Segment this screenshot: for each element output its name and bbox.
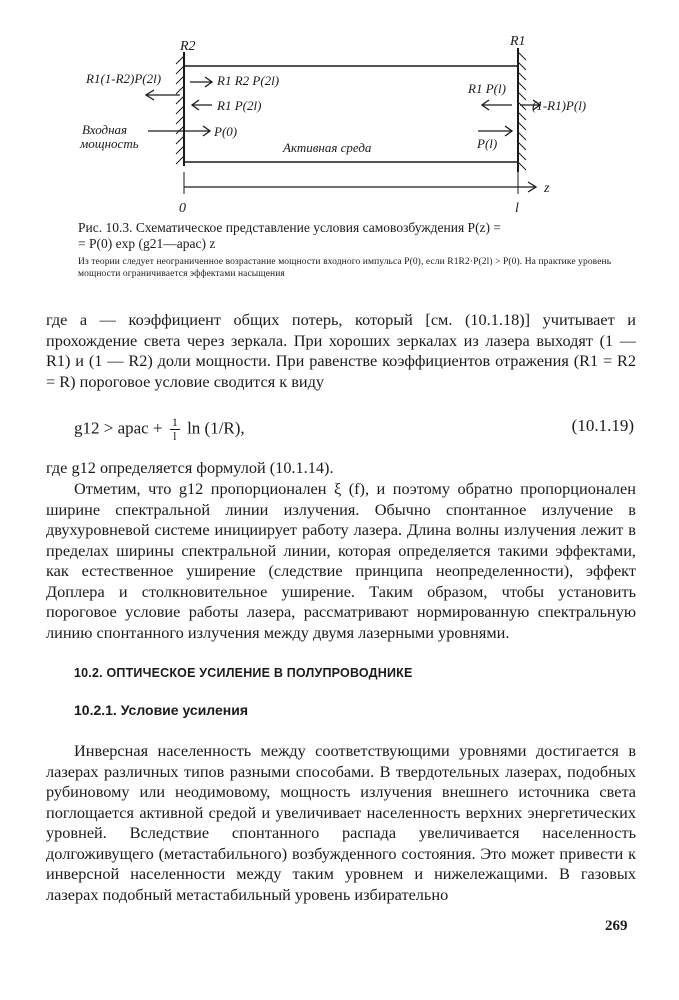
page-number: 269 xyxy=(605,918,628,934)
label-r1: R1 xyxy=(510,34,526,49)
formula-fraction-denominator: l xyxy=(173,429,177,443)
label-r1r2p2l: R1 R2 P(2l) xyxy=(217,73,280,88)
paragraph-inverse-population: Инверсная населенность между соответствующими уровнями достигается в лазерах различных типов разными способами. В твердотельных лазерах, подобных рубиновому или неодимовому, мощность излучения внешнего источника света поглощается активной средой и увеличивает населенность верхних энергетических уровней. Вследствие спонтанного распада увеличивается населенность долгоживущего (метастабильного) возбужденного состояния. Это может привести к инверсной населенности между таким уровнем и нижележащими. В газовых лазерах подобный метастабильный уровень избирательно xyxy=(46,741,636,904)
label-left-output: R1(1-R2)P(2l) xyxy=(86,71,162,86)
paragraph-g12-definition: где g12 определяется формулой (10.1.14). xyxy=(46,458,334,477)
label-input-power-1: Входная xyxy=(82,122,128,137)
formula-right: ln (1/R), xyxy=(187,418,245,438)
label-right-output: (1-R1)P(l) xyxy=(532,98,587,113)
label-z: z xyxy=(544,181,550,196)
caption-line-2: = P(0) exp (g21—aрас) z xyxy=(78,236,216,251)
label-zero: 0 xyxy=(179,201,186,216)
paragraph-loss-coefficient: где a — коэффициент общих потерь, который [см. (10.1.18)] учитывает и прохождение света через зеркала. При хороших зеркалах из лазера выходят (1 — R1) и (1 — R2) доли мощности. При равенстве коэффициентов отражения (R1 = R2 = R) пороговое условие сводится к виду xyxy=(46,310,636,391)
caption-note: Из теории следует неограниченное возрастание мощности входного импульса P(0), если R1R2·P(2l) > P(0). На практике уровень мощности ограничивается эффектами насыщения xyxy=(78,257,612,279)
paragraph-spectral-line: Отметим, что g12 пропорционален ξ (f), и поэтому обратно пропорционален ширине спектральной линии излучения. Обычно спонтанное излучение в двухуровневой системе инициирует работу лазера. Длина волны излучения лежит в пределах ширины спектральной линии, которая определяется такими эффектами, как естественное уширение (следствие принципа неопределенности), эффект Доплера и столкновительное уширение. Таким образом, чтобы установить пороговое условие работы лазера, рассматривают нормированную спектральную линию спонтанного излучения между двумя лазерными уровнями. xyxy=(46,479,636,642)
label-p0: P(0) xyxy=(214,124,238,139)
laser-cavity-diagram xyxy=(0,0,679,220)
caption-line-1: Рис. 10.3. Схематическое представление условия самовозбуждения P(z) = xyxy=(78,220,502,235)
label-r1p2l: R1 P(2l) xyxy=(217,98,262,113)
mirror-r1-hatching xyxy=(518,52,526,170)
formula-fraction xyxy=(170,416,180,443)
subsection-title: 10.2.1. Условие усиления xyxy=(74,702,249,718)
section-title: 10.2. ОПТИЧЕСКОЕ УСИЛЕНИЕ В ПОЛУПРОВОДНИКЕ xyxy=(74,666,413,680)
mirror-r2-hatching xyxy=(176,56,184,164)
label-r2: R2 xyxy=(180,39,196,54)
formula-expression xyxy=(74,416,245,443)
formula-10-1-19 xyxy=(74,412,634,442)
figure-caption xyxy=(78,220,638,252)
label-r1pl: R1 P(l) xyxy=(468,81,506,96)
label-l: l xyxy=(515,201,519,216)
label-pl: P(l) xyxy=(477,136,498,151)
formula-number: (10.1.19) xyxy=(571,416,634,435)
label-active-medium: Активная среда xyxy=(283,140,372,155)
label-input-power-2: мощность xyxy=(80,136,139,151)
formula-left: g12 > aрас + xyxy=(74,418,163,438)
formula-fraction-numerator: 1 xyxy=(171,415,178,429)
